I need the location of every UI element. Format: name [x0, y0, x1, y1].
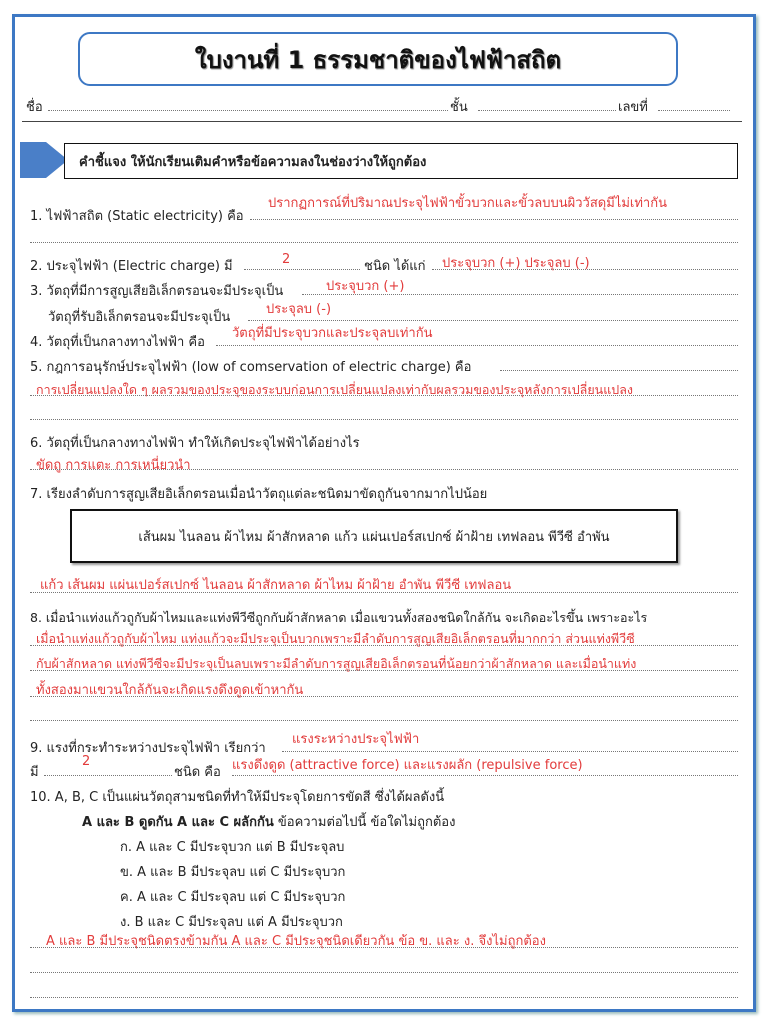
q3-answer-b: ประจุลบ (-) [266, 302, 332, 317]
q10-condition-bold: A และ B ดูดกัน A และ C ผลักกัน [82, 815, 274, 830]
q9-text-b1: มี [30, 765, 39, 780]
q9-answer-a: แรงระหว่างประจุไฟฟ้า [292, 732, 420, 747]
q2-line-b [432, 269, 738, 270]
materials-list: เส้นผม ไนลอน ผ้าไหม ผ้าสักหลาด แก้ว แผ่นเปอร์สเปกซ์ ผ้าฝ้าย เทฟลอน พีวีซี อำพัน [138, 529, 610, 545]
q2-answer-types: ประจุบวก (+) ประจุลบ (-) [442, 256, 590, 271]
q5-text: 5. กฎการอนุรักษ์ประจุไฟฟ้า (low of comservation of electric charge) คือ [30, 360, 472, 375]
q4-answer: วัตถุที่มีประจุบวกและประจุลบเท่ากัน [232, 326, 433, 341]
q8-answer-line1: เมื่อนำแท่งแก้วถูกับผ้าไหม แท่งแก้วจะมีประจุเป็นบวกเพราะมีลำดับการสูญเสียอิเล็กตรอนที่มากกว่า ส่วนแท่งพีวีซี [36, 631, 635, 646]
number-field[interactable] [658, 110, 730, 111]
q10-option-3: ค. A และ C มีประจุลบ แต่ C มีประจุบวก [120, 890, 346, 905]
name-label: ชื่อ [26, 100, 43, 115]
header-divider [22, 121, 742, 122]
name-field[interactable] [48, 110, 448, 111]
q10-condition-rest: ข้อความต่อไปนี้ ข้อใดไม่ถูกต้อง [273, 815, 456, 830]
q10-option-1: ก. A และ C มีประจุบวก แต่ B มีประจุลบ [120, 840, 345, 855]
q1-text: 1. ไฟฟ้าสถิต (Static electricity) คือ [30, 209, 244, 224]
q10-text: 10. A, B, C เป็นแผ่นวัตถุสามชนิดที่ทำให้มีประจุโดยการขัดสี ซึ่งได้ผลดังนี้ [30, 790, 445, 805]
q5-line3 [30, 419, 738, 420]
q2-answer-count: 2 [282, 252, 291, 267]
q8-line4 [30, 720, 738, 721]
q7-text: 7. เรียงลำดับการสูญเสียอิเล็กตรอนเมื่อนำวัตถุแต่ละชนิดมาขัดถูกันจากมากไปน้อย [30, 487, 488, 502]
title-box [78, 32, 678, 86]
q10-option-2: ข. A และ B มีประจุลบ แต่ C มีประจุบวก [120, 865, 346, 880]
q4-line [216, 345, 738, 346]
materials-box [70, 509, 678, 563]
q9-answer-count: 2 [82, 754, 91, 769]
q3-line-a [302, 294, 738, 295]
q7-answer: แก้ว เส้นผม แผ่นเปอร์สเปกซ์ ไนลอน ผ้าสักหลาด ผ้าไหม ผ้าฝ้าย อำพัน พีวีซี เทฟลอน [40, 578, 512, 593]
class-label: ชั้น [450, 100, 468, 115]
q2-line-a [244, 269, 360, 270]
q9-line-b1 [44, 775, 172, 776]
q10-answer: A และ B มีประจุชนิดตรงข้ามกัน A และ C มีประจุชนิดเดียวกัน ข้อ ข. และ ง. จึงไม่ถูกต้อง [46, 934, 546, 949]
page-title: ใบงานที่ 1 ธรรมชาติของไฟฟ้าสถิต [194, 45, 562, 74]
q6-answer: ขัดถู การแตะ การเหนี่ยวนำ [36, 458, 191, 473]
q7-line [30, 592, 738, 593]
instruction-text: คำชี้แจง ให้นักเรียนเติมคำหรือข้อความลงในช่องว่างให้ถูกต้อง [79, 154, 427, 170]
q6-text: 6. วัตถุที่เป็นกลางทางไฟฟ้า ทำให้เกิดประจุไฟฟ้าได้อย่างไร [30, 436, 360, 451]
q2-text-a: 2. ประจุไฟฟ้า (Electric charge) มี [30, 259, 233, 274]
q10-line2 [30, 972, 738, 973]
q6-line [30, 469, 738, 470]
q5-answer: การเปลี่ยนแปลงใด ๆ ผลรวมของประจุของระบบก่อนการเปลี่ยนแปลงเท่ากับผลรวมของประจุหลังการเปลี่ยนแปลง [36, 382, 633, 397]
q8-answer-line3: ทั้งสองมาแขวนใกล้กันจะเกิดแรงดึงดูดเข้าหากัน [36, 683, 304, 698]
q3-text-a: 3. วัตถุที่มีการสูญเสียอิเล็กตรอนจะมีประจุเป็น [30, 284, 284, 299]
q8-line1 [30, 645, 738, 646]
q9-answer-b: แรงดึงดูด (attractive force) และแรงผลัก (repulsive force) [232, 758, 583, 773]
q8-text: 8. เมื่อนำแท่งแก้วถูกับผ้าไหมและแท่งพีวีซีถูกกับผ้าสักหลาด เมื่อแขวนทั้งสองชนิดใกล้กัน จะเกิดอะไรขึ้น เพราะอะไร [30, 610, 648, 625]
q1-line2 [30, 242, 738, 243]
arrow-icon [20, 142, 46, 178]
number-label: เลขที่ [618, 100, 648, 115]
q8-line3 [30, 696, 738, 697]
q10-option-4: ง. B และ C มีประจุลบ แต่ A มีประจุบวก [120, 915, 343, 930]
q3-text-b: วัตถุที่รับอิเล็กตรอนจะมีประจุเป็น [48, 310, 231, 325]
q9-text-a: 9. แรงที่กระทำระหว่างประจุไฟฟ้า เรียกว่า [30, 741, 266, 756]
q2-text-b: ชนิด ได้แก่ [364, 259, 426, 274]
q8-line2 [30, 670, 738, 671]
q4-text: 4. วัตถุที่เป็นกลางทางไฟฟ้า คือ [30, 335, 205, 350]
q10-line3 [30, 997, 738, 998]
q9-text-b2: ชนิด คือ [174, 765, 221, 780]
class-field[interactable] [478, 110, 616, 111]
q1-answer: ปรากฏการณ์ที่ปริมาณประจุไฟฟ้าขั้วบวกและขั้วลบบนผิววัสดุมีไม่เท่ากัน [268, 196, 667, 211]
q10-line1 [30, 947, 738, 948]
q5-line2 [30, 395, 738, 396]
instruction-box [64, 143, 738, 179]
q3-line-b [248, 320, 738, 321]
q1-line [250, 219, 738, 220]
q8-answer-line2: กับผ้าสักหลาด แท่งพีวีซีจะมีประจุเป็นลบเพราะมีลำดับการสูญเสียอิเล็กตรอนที่น้อยกว่าผ้าสักหลาด และเมื่อนำแท่ง [36, 656, 637, 671]
q9-line-a [282, 751, 738, 752]
q3-answer-a: ประจุบวก (+) [326, 279, 405, 294]
q5-line [500, 370, 738, 371]
q9-line-b2 [232, 775, 738, 776]
